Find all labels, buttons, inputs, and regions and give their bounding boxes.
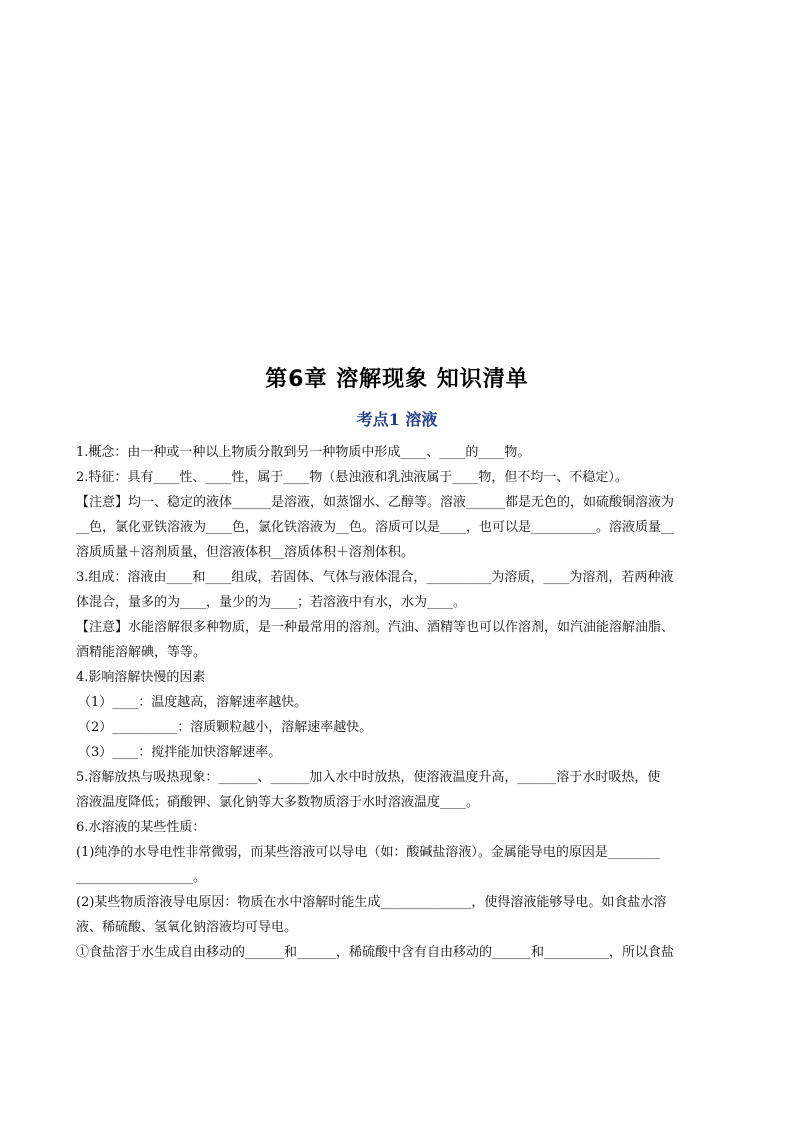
text-line: (1)纯净的水导电性非常微弱，而某些溶液可以导电（如：酸碱盐溶液）。金属能导电的原因是________	[76, 845, 660, 860]
text-line: 4.影响溶解快慢的因素	[76, 670, 206, 685]
text-line: （1）____：温度越高，溶解速率越快。	[78, 695, 308, 710]
section-subtitle: 考点1 溶液	[356, 410, 438, 429]
text-line: 6.水溶液的某些性质：	[76, 820, 206, 835]
text-line: 溶液温度降低；硝酸钾、氯化钠等大多数物质溶于水时溶液温度____。	[76, 795, 480, 810]
text-line: 1.概念：由一种或一种以上物质分散到另一种物质中形成____、____的____物。	[76, 445, 531, 460]
text-line: 溶质质量＋溶剂质量，但溶液体积__溶质体积＋溶剂体积。	[76, 545, 415, 560]
text-line: ①食盐溶于水生成自由移动的______和______，稀硫酸中含有自由移动的______和__________，所以食盐	[76, 945, 675, 960]
text-line: 液、稀硫酸、氢氧化钠溶液均可导电。	[76, 920, 298, 935]
text-line: （3）____：搅拌能加快溶解速率。	[78, 745, 282, 760]
text-line: （2）__________：溶质颗粒越小，溶解速率越快。	[78, 720, 373, 735]
text-line: 2.特征：具有____性、____性，属于____物（悬浊液和乳浊液属于____物，但不均一、不稳定）。	[76, 470, 628, 485]
text-line: 【注意】均一、稳定的液体______是溶液，如蒸馏水、乙醇等。溶液______都是无色的，如硫酸铜溶液为	[76, 495, 675, 510]
text-line: __色，氯化亚铁溶液为____色，氯化铁溶液为__色。溶质可以是____，也可以是__________。溶液质量__	[76, 520, 675, 535]
chapter-title: 第6章 溶解现象 知识清单	[265, 367, 529, 392]
text-line: 5.溶解放热与吸热现象：______、______加入水中时放热，使溶液温度升高，______溶于水时吸热，使	[76, 770, 661, 785]
text-line: 【注意】水能溶解很多种物质，是一种最常用的溶剂。汽油、酒精等也可以作溶剂，如汽油能溶解油脂、	[76, 620, 675, 635]
text-line: __________________。	[76, 870, 207, 885]
text-line: 体混合，量多的为____，量少的为____；若溶液中有水，水为____。	[76, 595, 467, 610]
text-line: (2)某些物质溶液导电原因：物质在水中溶解时能生成______________，使得溶液能够导电。如食盐水溶	[76, 895, 667, 910]
document-body	[76, 440, 722, 965]
text-line: 3.组成：溶液由____和____组成，若固体、气体与液体混合，__________为溶质，____为溶剂，若两种液	[76, 570, 674, 585]
text-line: 酒精能溶解碘，等等。	[76, 645, 207, 660]
